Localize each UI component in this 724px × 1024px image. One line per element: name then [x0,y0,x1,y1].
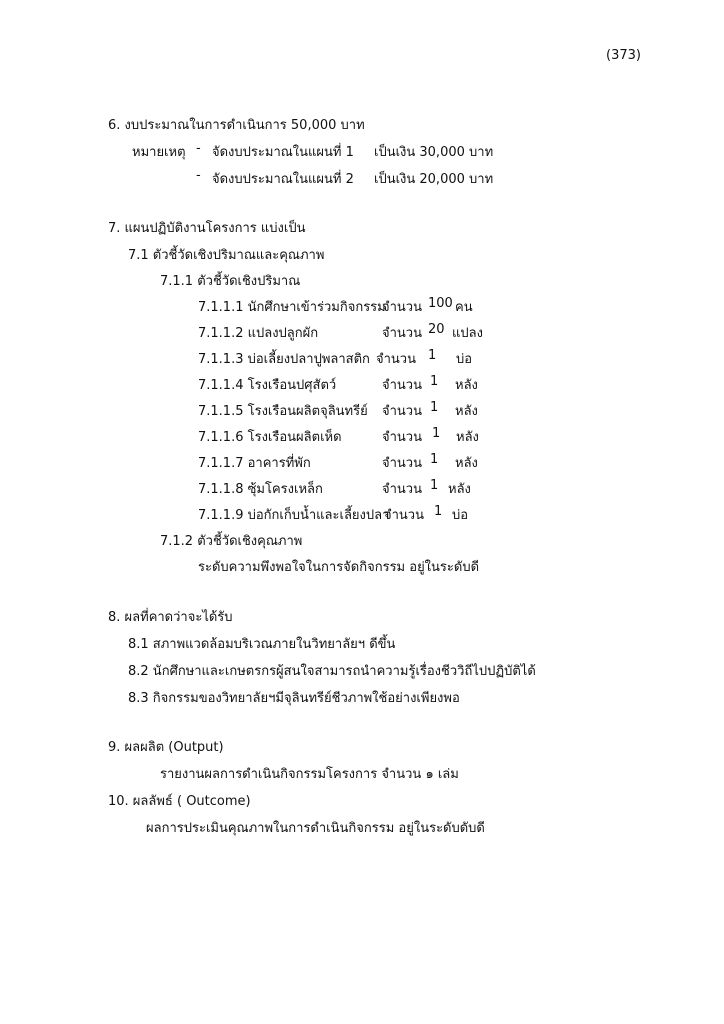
indicator-unit: บ่อ [456,352,473,367]
section6-heading: 6. งบประมาณในการดำเนินการ 50,000 บาท [108,118,365,133]
indicator-unit: หลัง [448,482,471,497]
indicator-count-label: จำนวน [382,456,422,471]
expected-result-2: 8.2 นักศึกษาและเกษตรกรผู้สนใจสามารถนำความรู้เรื่องชีววิถีไปปฏิบัติได้ [128,664,536,679]
indicator-label: 7.1.1.4 โรงเรือนปศุสัตว์ [198,378,337,393]
indicator-label: 7.1.1.2 แปลงปลูกผัก [198,326,319,341]
indicator-number: 1 [434,504,443,519]
indicator-row [0,322,724,342]
indicator-label: 7.1.1.8 ซุ้มโครงเหล็ก [198,482,323,497]
budget-dash-1: - [196,141,201,156]
indicator-number: 100 [428,296,453,311]
indicator-row [0,478,724,498]
indicator-number: 1 [430,478,439,493]
budget-item-2-text: จัดงบประมาณในแผนที่ 2 [212,172,354,187]
indicator-number: 1 [432,426,441,441]
indicator-number: 1 [430,452,439,467]
section8-heading: 8. ผลที่คาดว่าจะได้รับ [108,610,233,625]
indicator-row [0,400,724,420]
indicator-unit: คน [455,300,473,315]
outcome-text: ผลการประเมินคุณภาพในการดำเนินกิจกรรม อยู่ในระดับดับดี [146,821,485,836]
section7-1-heading: 7.1 ตัวชี้วัดเชิงปริมาณและคุณภาพ [128,248,325,263]
indicator-unit: หลัง [455,456,478,471]
indicator-label: 7.1.1.6 โรงเรือนผลิตเห็ด [198,430,342,445]
indicator-unit: หลัง [455,378,478,393]
indicator-count-label: จำนวน [382,430,422,445]
section7-heading: 7. แผนปฏิบัติงานโครงการ แบ่งเป็น [108,221,306,236]
budget-item-1-text: จัดงบประมาณในแผนที่ 1 [212,145,354,160]
indicator-row [0,504,724,524]
indicator-row [0,452,724,472]
indicator-number: 1 [428,348,437,363]
indicator-row [0,348,724,368]
indicator-row [0,374,724,394]
indicator-unit: แปลง [452,326,483,341]
indicator-count-label: จำนวน [382,482,422,497]
indicator-count-label: จำนวน [376,352,416,367]
budget-item-1-amount: เป็นเงิน 30,000 บาท [374,145,494,160]
quality-indicator-text: ระดับความพึงพอใจในการจัดกิจกรรม อยู่ในระดับดี [198,560,480,575]
expected-result-3: 8.3 กิจกรรมของวิทยาลัยฯมีจุลินทรีย์ชีวภาพใช้อย่างเพียงพอ [128,691,460,706]
indicator-count-label: จำนวน [382,300,422,315]
expected-result-1: 8.1 สภาพแวดล้อมบริเวณภายในวิทยาลัยฯ ดีขึ้น [128,637,396,652]
note-label: หมายเหตุ [132,145,186,160]
indicator-unit: บ่อ [452,508,469,523]
indicator-unit: หลัง [455,404,478,419]
indicator-number: 20 [428,322,445,337]
section7-1-1-heading: 7.1.1 ตัวชี้วัดเชิงปริมาณ [160,274,301,289]
section10-heading: 10. ผลลัพธ์ ( Outcome) [108,794,251,809]
indicator-number: 1 [430,400,439,415]
indicator-count-label: จำนวน [384,508,424,523]
indicator-count-label: จำนวน [382,404,422,419]
budget-item-2-amount: เป็นเงิน 20,000 บาท [374,172,494,187]
output-text: รายงานผลการดำเนินกิจกรรมโครงการ จำนวน ๑ เล่ม [160,767,459,782]
section7-1-2-heading: 7.1.2 ตัวชี้วัดเชิงคุณภาพ [160,534,303,549]
indicator-count-label: จำนวน [382,326,422,341]
indicator-label: 7.1.1.3 บ่อเลี้ยงปลาปูพลาสติก [198,352,370,367]
page-number: (373) [606,48,641,63]
section9-heading: 9. ผลผลิต (Output) [108,740,224,755]
indicator-label: 7.1.1.7 อาคารที่พัก [198,456,311,471]
indicator-row [0,426,724,446]
indicator-label: 7.1.1.9 บ่อกักเก็บน้ำและเลี้ยงปลา [198,508,390,523]
indicator-count-label: จำนวน [382,378,422,393]
indicator-unit: หลัง [456,430,479,445]
indicator-label: 7.1.1.1 นักศึกษาเข้าร่วมกิจกรรม [198,300,386,315]
indicator-number: 1 [430,374,439,389]
indicator-row [0,296,724,316]
indicator-label: 7.1.1.5 โรงเรือนผลิตจุลินทรีย์ [198,404,368,419]
budget-dash-2: - [196,168,201,183]
